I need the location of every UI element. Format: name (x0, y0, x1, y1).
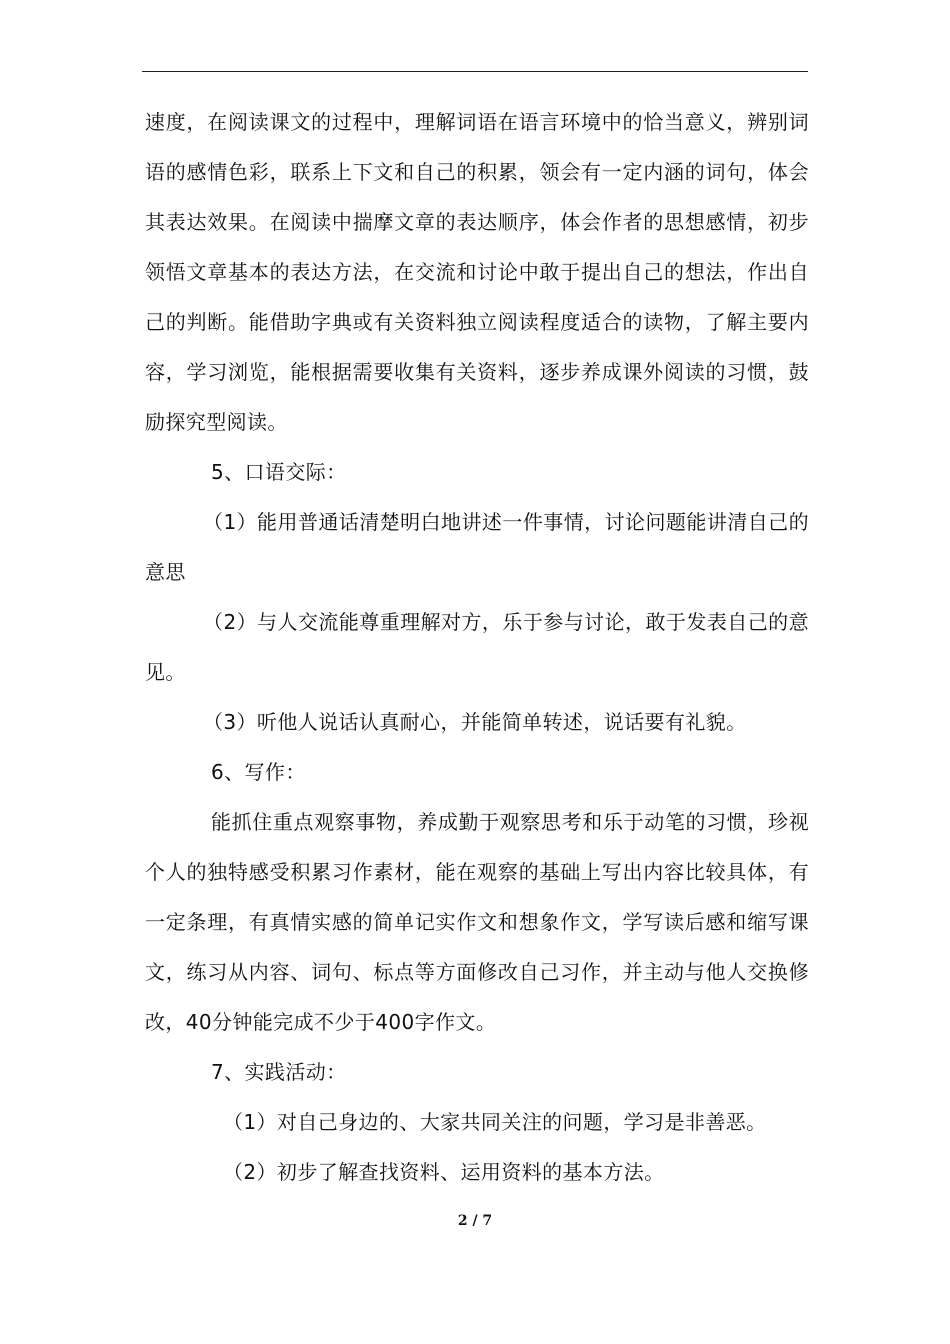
section-heading-practice: 7、实践活动： (211, 1060, 347, 1084)
reading-paragraph: 速度，在阅读课文的过程中，理解词语在语言环境中的恰当意义，辨别词语的感情色彩，联系上下文和自己的积累，领会有一定内涵的词句，体会其表达效果。在阅读中揣摩文章的表达顺序，体会作者的思想感情，初步领悟文章基本的表达方法，在交流和讨论中敢于提出自己的想法，作出自己的判断。能借助字典或有关资料独立阅读程度适合的读物，了解主要内容，学习浏览，能根据需要收集有关资料，逐步养成课外阅读的习惯，鼓励探究型阅读。 (145, 110, 809, 434)
header-rule (142, 71, 808, 72)
list-item-oral-2: （2）与人交流能尊重理解对方，乐于参与讨论，敢于发表自己的意见。 (145, 610, 809, 684)
section-heading-writing: 6、写作： (211, 760, 306, 784)
list-item-oral-3: （3）听他人说话认真耐心，并能简单转述，说话要有礼貌。 (203, 710, 747, 734)
page-number: 2 / 7 (457, 1213, 493, 1229)
list-item-oral-1: （1）能用普通话清楚明白地讲述一件事情，讨论问题能讲清自己的意思 (145, 510, 809, 584)
list-item-practice-1: （1）对自己身边的、大家共同关注的问题，学习是非善恶。 (223, 1110, 767, 1134)
section-heading-oral: 5、口语交际： (211, 460, 347, 484)
list-item-practice-2: （2）初步了解查找资料、运用资料的基本方法。 (223, 1160, 665, 1184)
document-body (145, 97, 809, 1197)
writing-paragraph: 能抓住重点观察事物，养成勤于观察思考和乐于动笔的习惯，珍视个人的独特感受积累习作素材，能在观察的基础上写出内容比较具体，有一定条理，有真情实感的简单记实作文和想象作文，学写读后感和缩写课文，练习从内容、词句、标点等方面修改自己习作，并主动与他人交换修改，40分钟能完成不少于400字作文。 (145, 810, 809, 1034)
